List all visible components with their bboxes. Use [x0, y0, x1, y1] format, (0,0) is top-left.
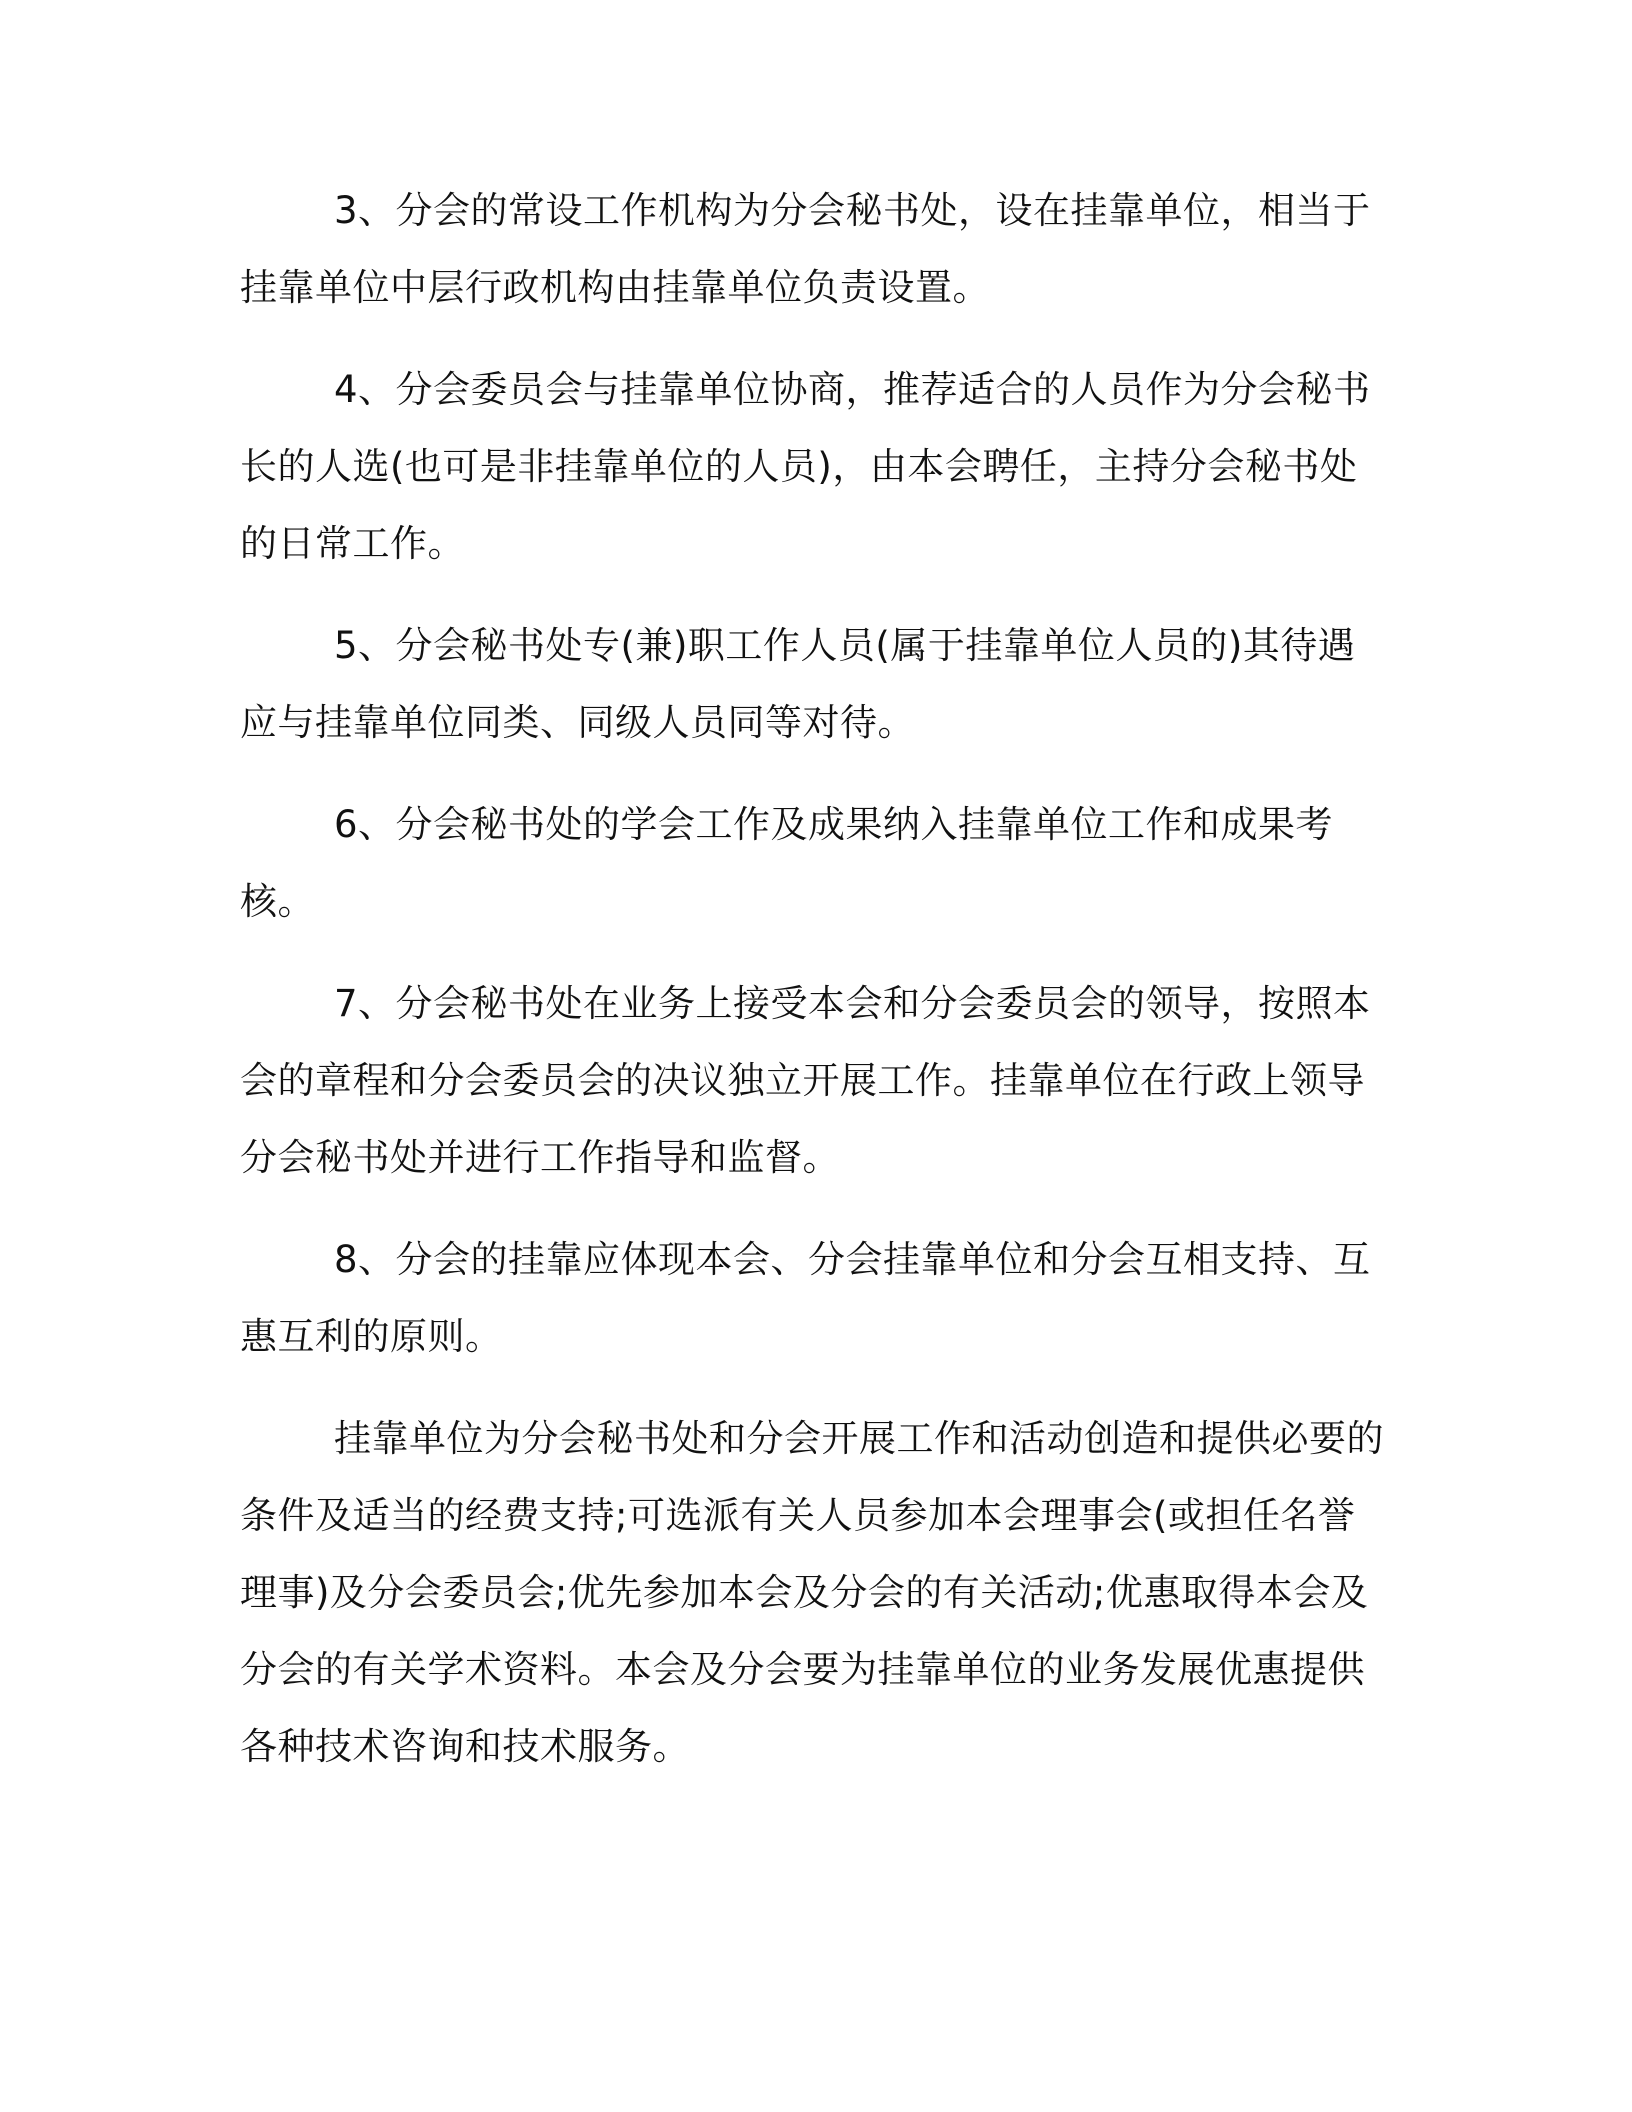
paragraph-7: 7、分会秘书处在业务上接受本会和分会委员会的领导，按照本会的章程和分会委员会的决议独立开展工作。挂靠单位在行政上领导分会秘书处并进行工作指导和监督。: [240, 982, 1371, 1179]
document-body: [240, 172, 1390, 1810]
paragraph-6: 6、分会秘书处的学会工作及成果纳入挂靠单位工作和成果考核。: [240, 803, 1334, 923]
paragraph-8: 8、分会的挂靠应体现本会、分会挂靠单位和分会互相支持、互惠互利的原则。: [240, 1238, 1371, 1358]
paragraph-support: 挂靠单位为分会秘书处和分会开展工作和活动创造和提供必要的条件及适当的经费支持;可选派有关人员参加本会理事会(或担任名誉理事)及分会委员会;优先参加本会及分会的有关活动;优惠取得本会及分会的有关学术资料。本会及分会要为挂靠单位的业务发展优惠提供各种技术咨询和技术服务。: [240, 1417, 1384, 1768]
paragraph-5: 5、分会秘书处专(兼)职工作人员(属于挂靠单位人员的)其待遇应与挂靠单位同类、同级人员同等对待。: [240, 624, 1356, 744]
paragraph-3: 3、分会的常设工作机构为分会秘书处，设在挂靠单位，相当于挂靠单位中层行政机构由挂靠单位负责设置。: [240, 189, 1371, 309]
paragraph-4: 4、分会委员会与挂靠单位协商，推荐适合的人员作为分会秘书长的人选(也可是非挂靠单位的人员)，由本会聘任，主持分会秘书处的日常工作。: [240, 368, 1371, 565]
